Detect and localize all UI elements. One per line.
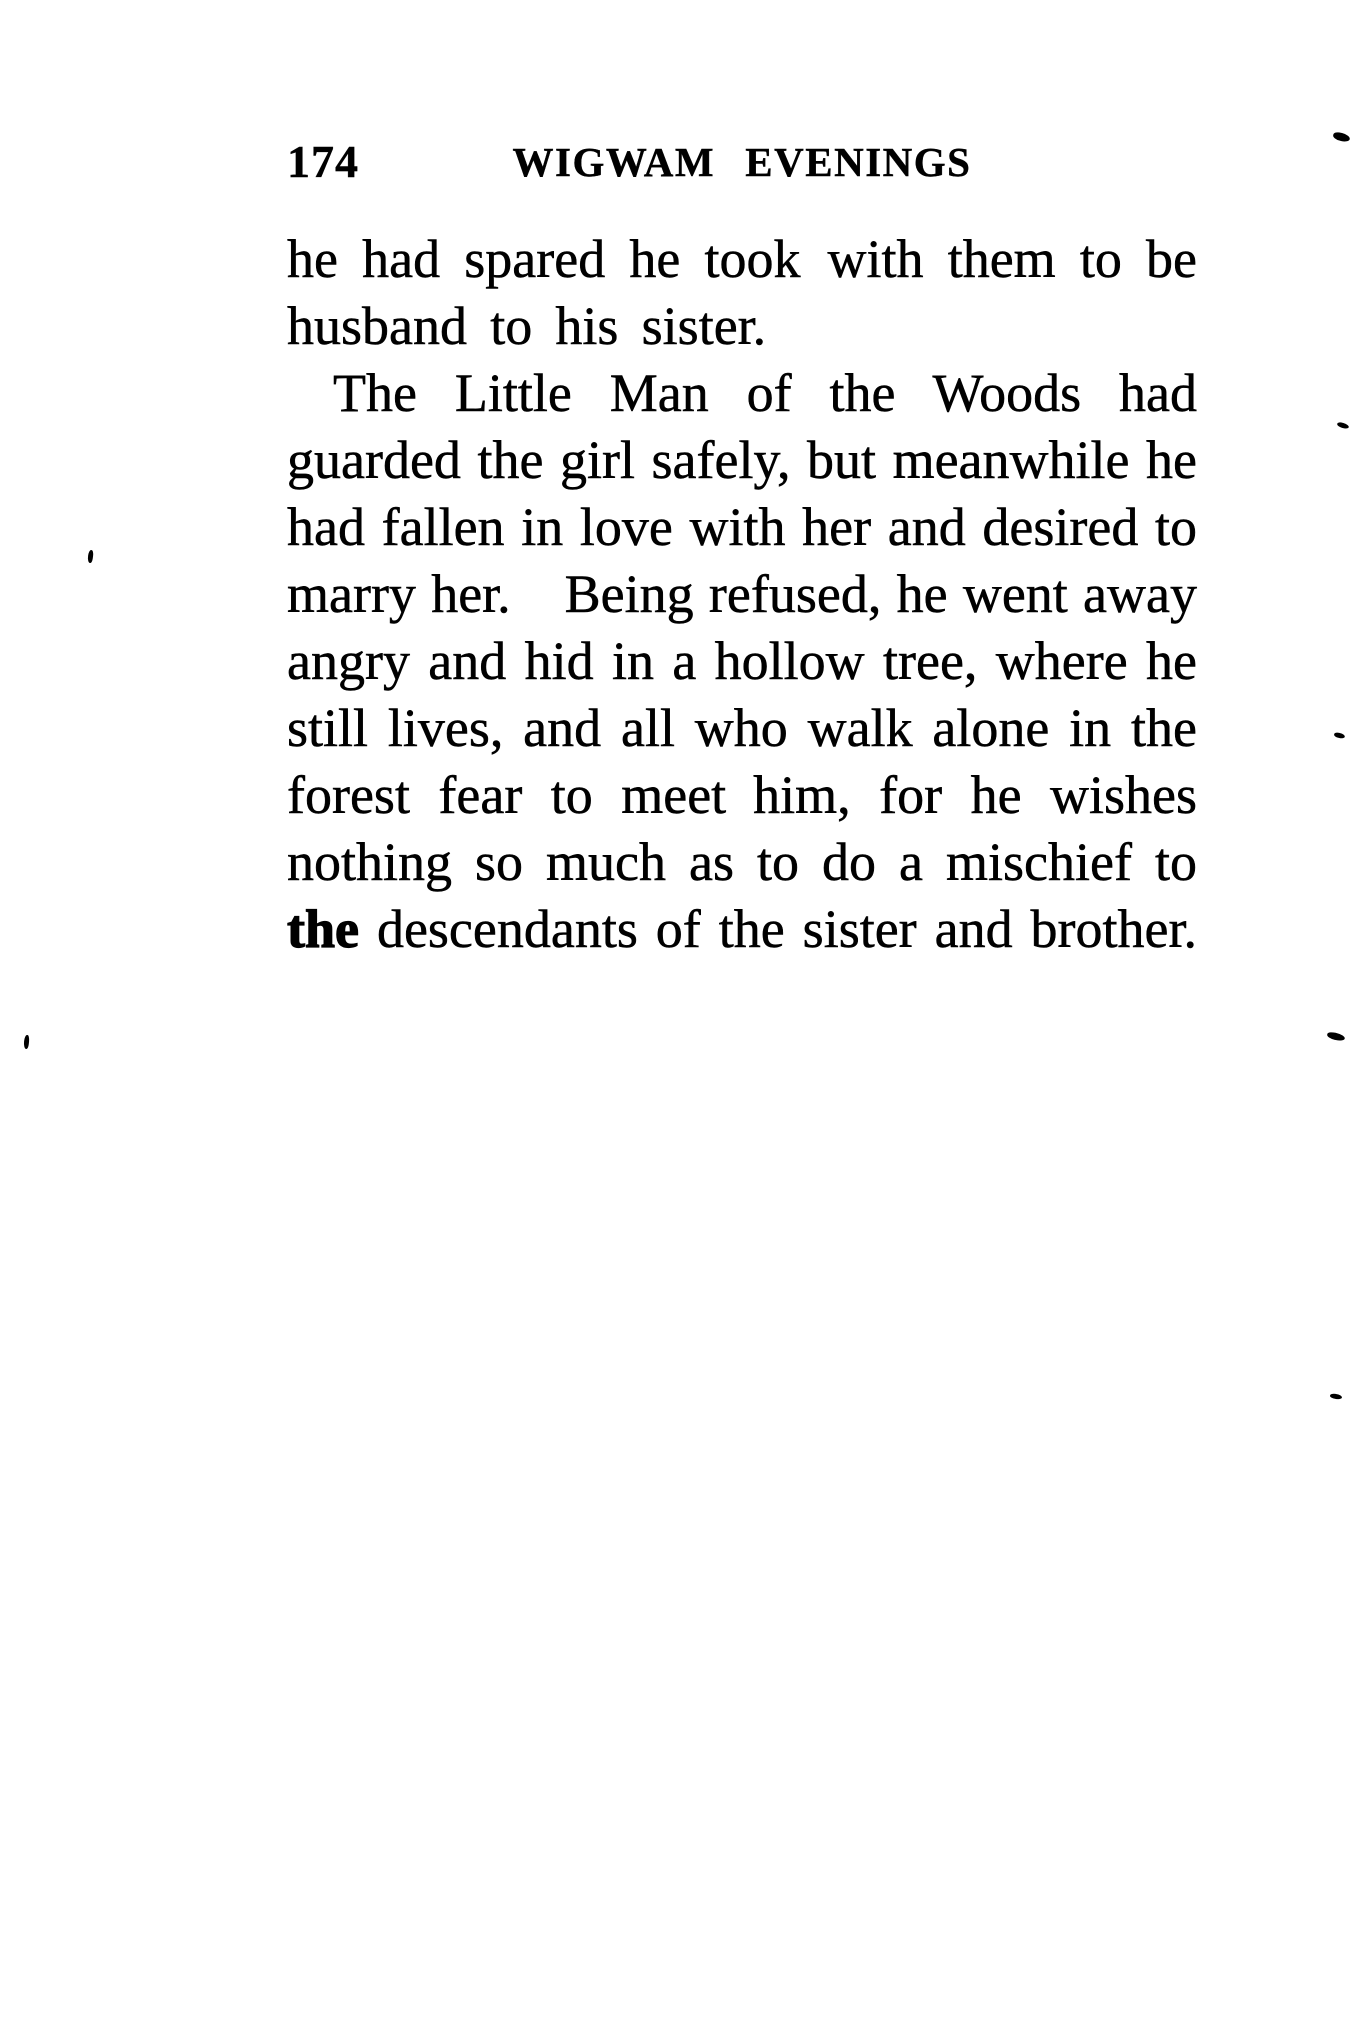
text-line: had fallen in love with her and desired to [287, 497, 1197, 557]
page-number: 174 [287, 136, 359, 187]
text-line: he had spared he took with them to be [287, 229, 1197, 289]
text-line: nothing so much as to do a mischief to [287, 832, 1197, 892]
ink-speck [23, 1035, 29, 1049]
text-line: The Little Man of the Woods had [333, 363, 1197, 423]
text-line: angry and hid in a hollow tree, where he [287, 631, 1197, 691]
ink-speck [1326, 1031, 1345, 1042]
ink-speck [1330, 1393, 1343, 1400]
text-line: husband to his sister. [287, 296, 767, 356]
text-line [287, 896, 1197, 963]
ink-speck [1334, 732, 1346, 739]
text-line: marry her. Being refused, he went away [287, 564, 1197, 624]
body-text [287, 226, 1197, 963]
running-head [287, 136, 1197, 187]
ink-speck [1332, 131, 1350, 143]
smudged-word: the [287, 899, 359, 959]
text-line: forest fear to meet him, for he wishes [287, 765, 1197, 825]
running-title: WIGWAM EVENINGS [512, 139, 972, 185]
ink-speck [1337, 421, 1350, 429]
text-line: guarded the girl safely, but meanwhile he [287, 430, 1197, 490]
line-remainder: descendants of the sister and brother. [358, 899, 1197, 959]
ink-speck [87, 550, 94, 564]
text-line: still lives, and all who walk alone in the [287, 698, 1197, 758]
